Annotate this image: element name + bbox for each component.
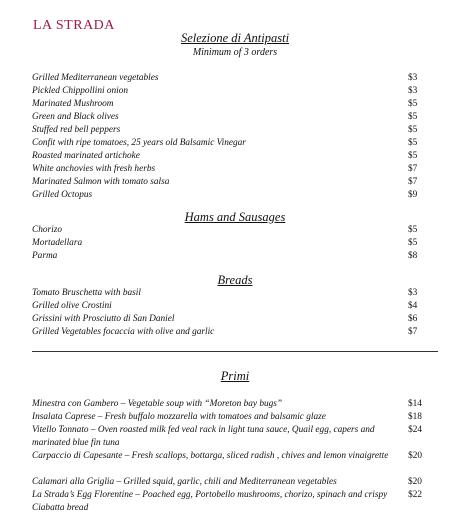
primi-list [32, 398, 430, 515]
item-price: $9 [408, 190, 418, 200]
item-name: Grilled olive Crostini [32, 301, 112, 311]
item-name: Insalata Caprese – Fresh buffalo mozzarella with tomatoes and balsamic glaze [32, 412, 326, 422]
menu-item [32, 450, 430, 476]
menu-item [32, 398, 430, 411]
item-price: $4 [408, 301, 418, 311]
item-name: Marinated Salmon with tomato salsa [32, 177, 170, 187]
breads-list [32, 287, 430, 339]
antipasti-list [32, 72, 430, 202]
hams-title: Hams and Sausages [184, 210, 286, 224]
item-name: Tomato Bruschetta with basil [32, 288, 141, 298]
antipasti-title: Selezione di Antipasti [180, 31, 290, 45]
item-price: $5 [408, 225, 418, 235]
item-price: $7 [408, 327, 418, 337]
item-name: Carpaccio di Capesante – Fresh scallops, bottarga, sliced radish , chives and lemon vinaigrette [32, 451, 389, 461]
item-name: Confit with ripe tomatoes, 25 years old Balsamic Vinegar [32, 138, 246, 148]
menu-item [32, 287, 430, 300]
item-price: $7 [408, 164, 418, 174]
menu-item [32, 85, 430, 98]
item-name: Roasted marinated artichoke [32, 151, 140, 161]
item-price: $18 [408, 412, 422, 422]
item-name: Parma [32, 251, 58, 261]
item-name: Chorizo [32, 225, 62, 235]
item-price: $3 [408, 288, 418, 298]
item-name: Calamari alla Griglia – Grilled squid, garlic, chili and Mediterranean vegetables [32, 477, 337, 487]
menu-item [32, 489, 430, 515]
item-name: La Strada’s Egg Florentine – Poached egg, Portobello mushrooms, chorizo, spinach and crispy Ciabatta bread [32, 490, 388, 513]
item-name: Green and Black olives [32, 112, 119, 122]
menu-item [32, 326, 430, 339]
item-name: Stuffed red bell peppers [32, 125, 121, 135]
menu-item [32, 176, 430, 189]
menu-item [32, 150, 430, 163]
item-price: $5 [408, 112, 418, 122]
menu-item [32, 72, 430, 85]
menu-item [32, 224, 430, 237]
item-price: $7 [408, 177, 418, 187]
item-name: Grissini with Prosciutto di San Daniel [32, 314, 175, 324]
item-name: Pickled Chippollini onion [32, 86, 129, 96]
item-name: Minestra con Gambero – Vegetable soup with “Moreton bay bugs” [32, 399, 283, 409]
item-name: Grilled Vegetables focaccia with olive and garlic [32, 327, 215, 337]
item-price: $5 [408, 238, 418, 248]
item-name: Marinated Mushroom [32, 99, 114, 109]
antipasti-subtitle: Minimum of 3 orders [192, 47, 278, 58]
item-name: White anchovies with fresh herbs [32, 164, 156, 174]
menu-item [32, 250, 430, 263]
menu-item [32, 137, 430, 150]
menu-item [32, 313, 430, 326]
item-price: $20 [408, 477, 422, 487]
item-name: Grilled Mediterranean vegetables [32, 73, 159, 83]
item-price: $20 [408, 451, 423, 461]
item-price: $5 [408, 138, 418, 148]
menu-item [32, 411, 430, 424]
primi-title: Primi [220, 369, 250, 383]
item-price: $14 [408, 399, 422, 409]
menu-item [32, 476, 430, 489]
item-price: $6 [408, 314, 418, 324]
menu-item [32, 424, 430, 450]
item-price: $3 [408, 86, 418, 96]
item-price: $5 [408, 125, 418, 135]
menu-item [32, 189, 430, 202]
item-price: $8 [408, 251, 418, 261]
section-divider [32, 351, 438, 352]
breads-title: Breads [217, 273, 253, 287]
menu-item [32, 237, 430, 250]
item-price: $5 [408, 99, 418, 109]
item-name: Vitello Tonnato – Oven roasted milk fed veal rack in light tuna sauce, Quail egg, capers and marinated blue fin tuna [32, 425, 375, 448]
item-price: $3 [408, 73, 418, 83]
item-name: Grilled Octopus [32, 190, 93, 200]
item-price: $5 [408, 151, 418, 161]
menu-item [32, 98, 430, 111]
item-name: Mortadellara [32, 238, 83, 248]
menu-item [32, 111, 430, 124]
menu-item [32, 163, 430, 176]
restaurant-logo: LA STRADA [33, 18, 115, 33]
item-price: $24 [408, 425, 423, 435]
menu-item [32, 124, 430, 137]
hams-list [32, 224, 430, 263]
menu-item [32, 300, 430, 313]
item-price: $22 [408, 490, 423, 500]
